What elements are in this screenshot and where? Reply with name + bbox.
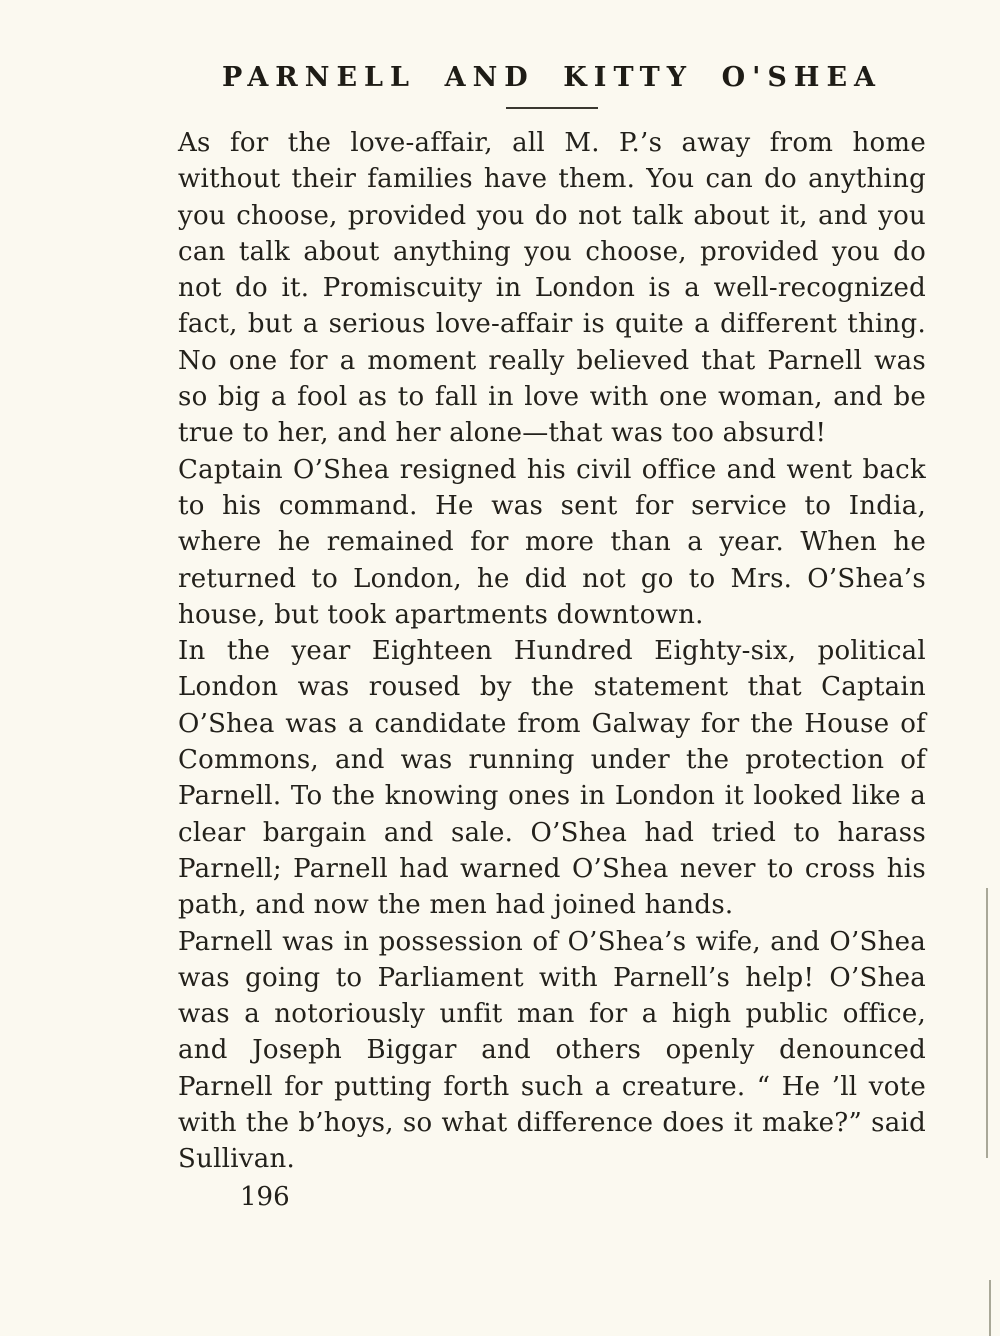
book-page — [178, 0, 926, 1215]
paragraph: Captain O’Shea resigned his civil office and went back to his command. He was sent for service to India, where he remained for more than a year. When he returned to London, he did not go to Mrs. O’Shea’s house, but took apartments downtown. — [178, 454, 926, 630]
page-title: PARNELL AND KITTY O'SHEA — [221, 62, 883, 93]
scan-artifact-line — [989, 1280, 991, 1336]
scan-artifact-line — [986, 888, 988, 1158]
body-text — [178, 125, 926, 1178]
paragraph: Parnell was in possession of O’Shea’s wife, and O’Shea was going to Parliament with Parnell’s help! O’Shea was a notoriously unfit man for a high public office, and Joseph Biggar and others openly denounced Parnell for putting forth such a creature. “ He ’ll vote with the b’hoys, so what difference does it make?” said Sullivan. — [178, 926, 926, 1175]
title-divider-rule — [506, 107, 598, 109]
page-number: 196 — [240, 1181, 290, 1212]
paragraph: As for the love-affair, all M. P.’s away from home without their families have them. You can do anything you choose, provided you do not talk about it, and you can talk about anything you choose, provided you do not do it. Promiscuity in London is a well-recognized fact, but a serious love-affair is quite a different thing. No one for a moment really believed that Parnell was so big a fool as to fall in love with one woman, and be true to her, and her alone—that was too absurd! — [178, 128, 926, 449]
paragraph: In the year Eighteen Hundred Eighty-six, political London was roused by the statement that Captain O’Shea was a candidate from Galway for the House of Commons, and was running under the protection of Parnell. To the knowing ones in London it looked like a clear bargain and sale. O’Shea had tried to harass Parnell; Parnell had warned O’Shea never to cross his path, and now the men had joined hands. — [178, 636, 926, 921]
